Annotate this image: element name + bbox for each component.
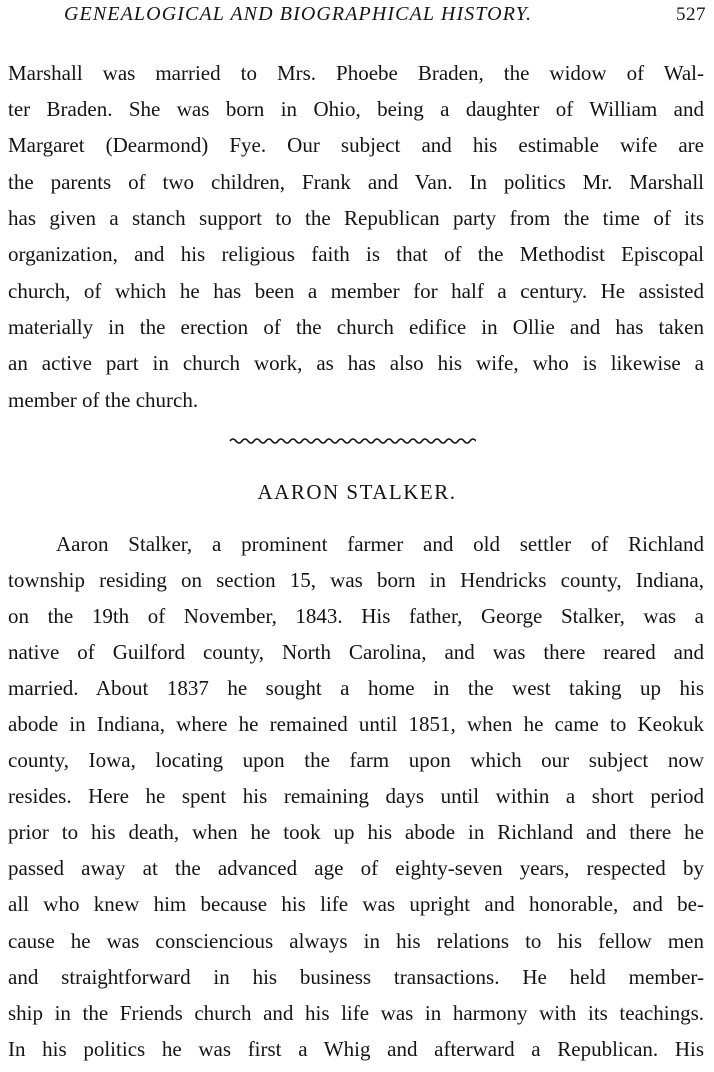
text-line: has given a stanch support to the Republican party from the time of its: [8, 206, 704, 230]
text-line: Aaron Stalker, a prominent farmer and old settler of Richland: [56, 532, 704, 556]
text-line: and straightforward in his business transactions. He held member-: [8, 965, 704, 989]
text-line: organization, and his religious faith is that of the Methodist Episcopal: [8, 242, 704, 266]
text-line: married. About 1837 he sought a home in the west taking up his: [8, 676, 704, 700]
section-title: AARON STALKER.: [257, 480, 457, 504]
text-line: native of Guilford county, North Carolina, and was there reared and: [8, 640, 704, 664]
text-line: township residing on section 15, was born in Hendricks county, Indiana,: [8, 568, 704, 592]
text-line: passed away at the advanced age of eighty-seven years, respected by: [8, 856, 704, 880]
text-line: the parents of two children, Frank and Van. In politics Mr. Marshall: [8, 170, 704, 194]
text-line: county, Iowa, locating upon the farm upon which our subject now: [8, 748, 704, 772]
running-title: GENEALOGICAL AND BIOGRAPHICAL HISTORY.: [64, 3, 533, 25]
text-line: prior to his death, when he took up his abode in Richland and there he: [8, 820, 704, 844]
text-line: ter Braden. She was born in Ohio, being a daughter of William and: [8, 97, 704, 121]
text-line: resides. Here he spent his remaining days until within a short period: [8, 784, 704, 808]
text-line: church, of which he has been a member for half a century. He assisted: [8, 279, 704, 303]
text-line: In his politics he was first a Whig and afterward a Republican. His: [8, 1037, 704, 1061]
text-line: Marshall was married to Mrs. Phoebe Braden, the widow of Wal-: [8, 61, 704, 85]
page-header: [0, 3, 714, 29]
text-line: member of the church.: [8, 388, 199, 412]
text-line: ship in the Friends church and his life was in harmony with its teachings.: [8, 1001, 704, 1025]
text-line: an active part in church work, as has also his wife, who is likewise a: [8, 351, 704, 375]
text-line: Margaret (Dearmond) Fye. Our subject and his estimable wife are: [8, 133, 704, 157]
text-line: materially in the erection of the church edifice in Ollie and has taken: [8, 315, 704, 339]
section-divider: [228, 433, 476, 447]
text-line: abode in Indiana, where he remained until 1851, when he came to Keokuk: [8, 712, 704, 736]
page-number: 527: [676, 4, 706, 25]
text-line: cause he was consciencious always in his relations to his fellow men: [8, 929, 704, 953]
text-line: on the 19th of November, 1843. His father, George Stalker, was a: [8, 604, 704, 628]
text-line: all who knew him because his life was upright and honorable, and be-: [8, 892, 704, 916]
